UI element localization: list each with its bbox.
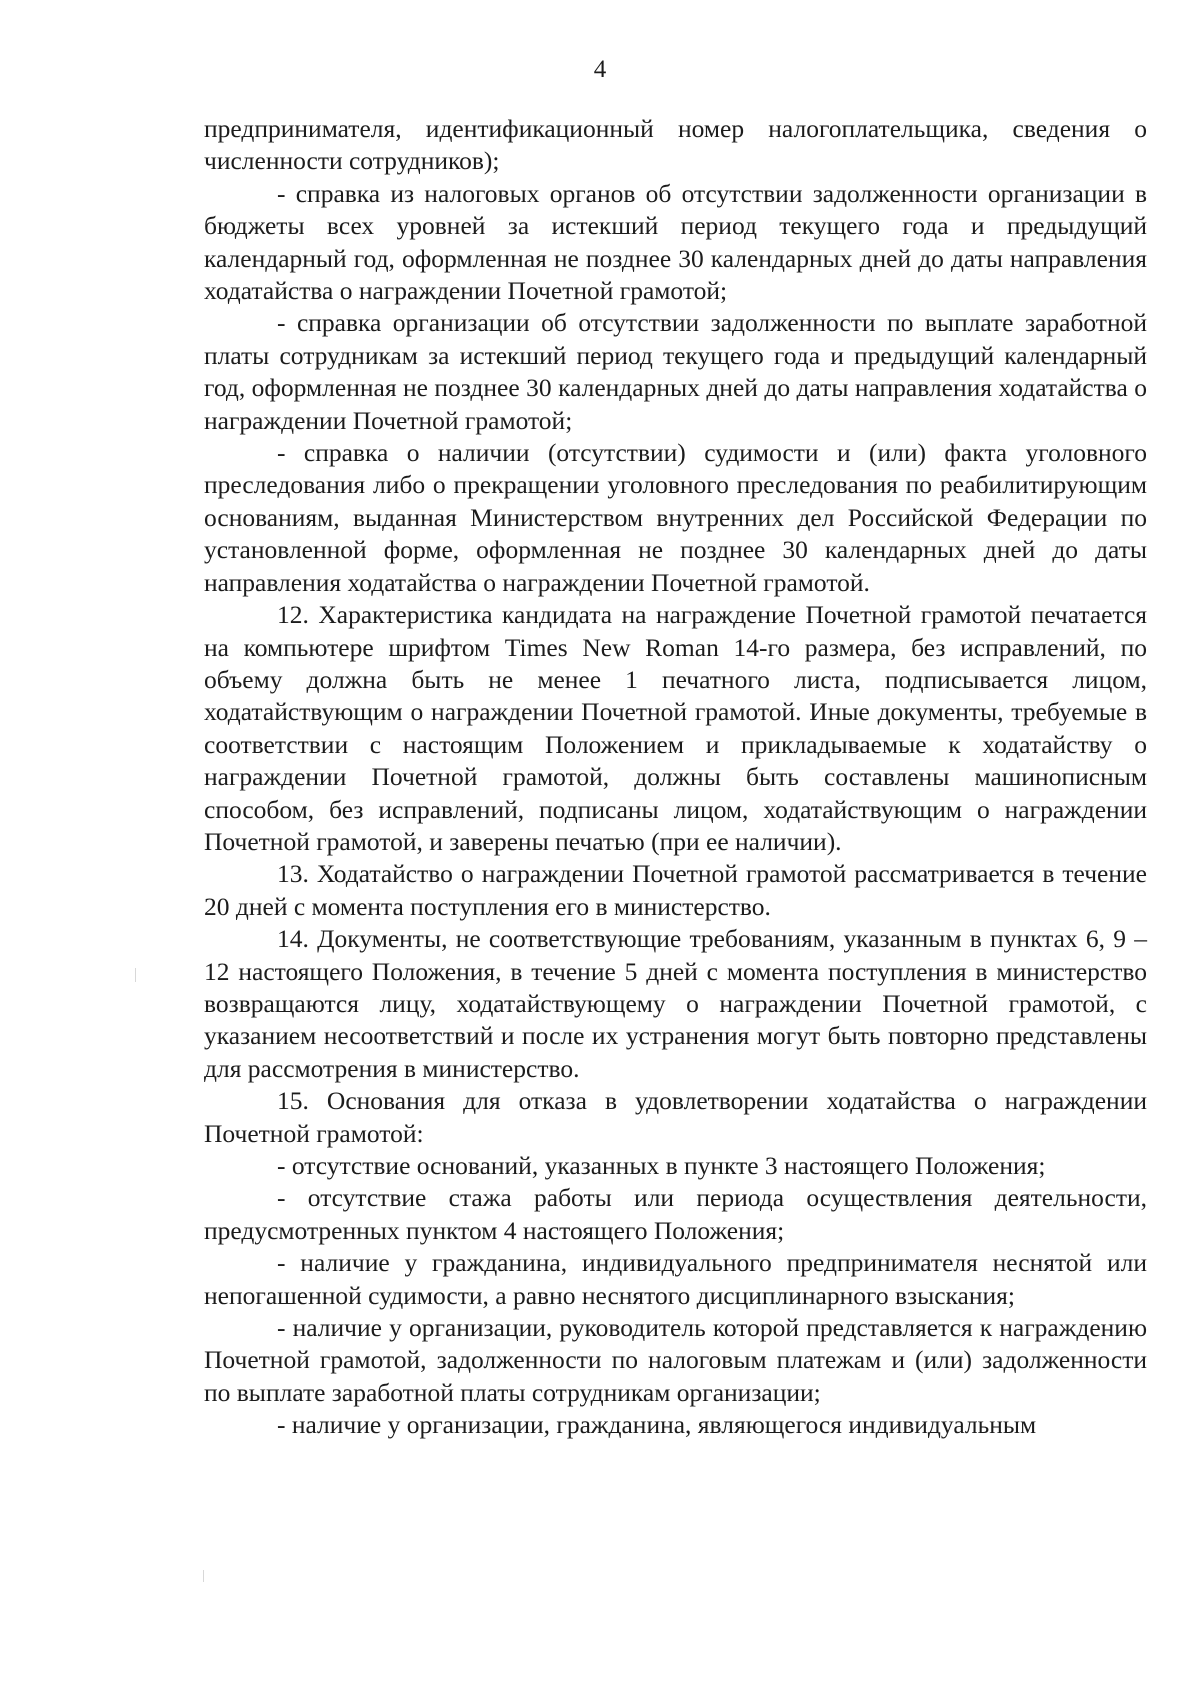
paragraph-continuation: предпринимателя, идентификационный номер налогоплательщика, сведения о численности сотрудников); [204,114,1147,176]
paragraph-salary-certificate: - справка организации об отсутствии задолженности по выплате заработной платы сотрудникам за истекший период текущего года и предыдущий календарный год, оформленная не позднее 30 календарных дней до даты направления ходатайства о награждении Почетной грамотой; [204,308,1147,435]
paragraph-criminal-record-certificate: - справка о наличии (отсутствии) судимости и (или) факта уголовного преследования либо о прекращении уголовного преследования по реабилитирующим основаниям, выданная Министерством внутренних дел Российской Федерации по установленной форме, оформленная не позднее 30 календарных дней до даты направления ходатайства о награждении Почетной грамотой. [204,438,1147,597]
page-number: 4 [593,56,607,83]
paragraph-refusal-reason-2: - отсутствие стажа работы или периода осуществления деятельности, предусмотренных пунктом 4 настоящего Положения; [204,1183,1147,1245]
paragraph-refusal-reason-4: - наличие у организации, руководитель которой представляется к награждению Почетной грамотой, задолженности по налоговым платежам и (или) задолженности по выплате заработной платы сотрудникам организации; [204,1313,1147,1407]
paragraph-item-14: 14. Документы, не соответствующие требованиям, указанным в пунктах 6, 9 – 12 настоящего Положения, в течение 5 дней с момента поступления в министерство возвращаются лицу, ходатайствующему о награждении Почетной грамотой, с указанием несоответствий и после их устранения могут быть повторно представлены для рассмотрения в министерство. [204,924,1147,1083]
paragraph-item-12: 12. Характеристика кандидата на награждение Почетной грамотой печатается на компьютере шрифтом Times New Roman 14-го размера, без исправлений, по объему должна быть не менее 1 печатного листа, подписывается лицом, ходатайствующим о награждении Почетной грамотой. Иные документы, требуемые в соответствии с настоящим Положением и прикладываемые к ходатайству о награждении Почетной грамотой, должны быть составлены машинописным способом, без исправлений, подписаны лицом, ходатайствующим о награждении Почетной грамотой, и заверены печатью (при ее наличии). [204,600,1147,856]
paragraph-item-15: 15. Основания для отказа в удовлетворении ходатайства о награждении Почетной грамотой: [204,1086,1147,1148]
document-body [204,113,1147,1442]
paragraph-refusal-reason-1: - отсутствие оснований, указанных в пункте 3 настоящего Положения; [277,1151,1046,1180]
paragraph-tax-certificate: - справка из налоговых органов об отсутствии задолженности организации в бюджеты всех уровней за истекший период текущего года и предыдущий календарный год, оформленная не позднее 30 календарных дней до даты направления ходатайства о награждении Почетной грамотой; [204,178,1147,306]
scan-margin-mark [135,968,136,982]
paragraph-refusal-reason-5: - наличие у организации, гражданина, являющегося индивидуальным [277,1410,1037,1440]
paragraph-refusal-reason-3: - наличие у гражданина, индивидуального предпринимателя неснятой или непогашенной судимости, а равно неснятого дисциплинарного взыскания; [204,1248,1147,1310]
paragraph-item-13: 13. Ходатайство о награждении Почетной грамотой рассматривается в течение 20 дней с момента поступления его в министерство. [204,859,1147,921]
scan-margin-mark [203,1570,204,1582]
